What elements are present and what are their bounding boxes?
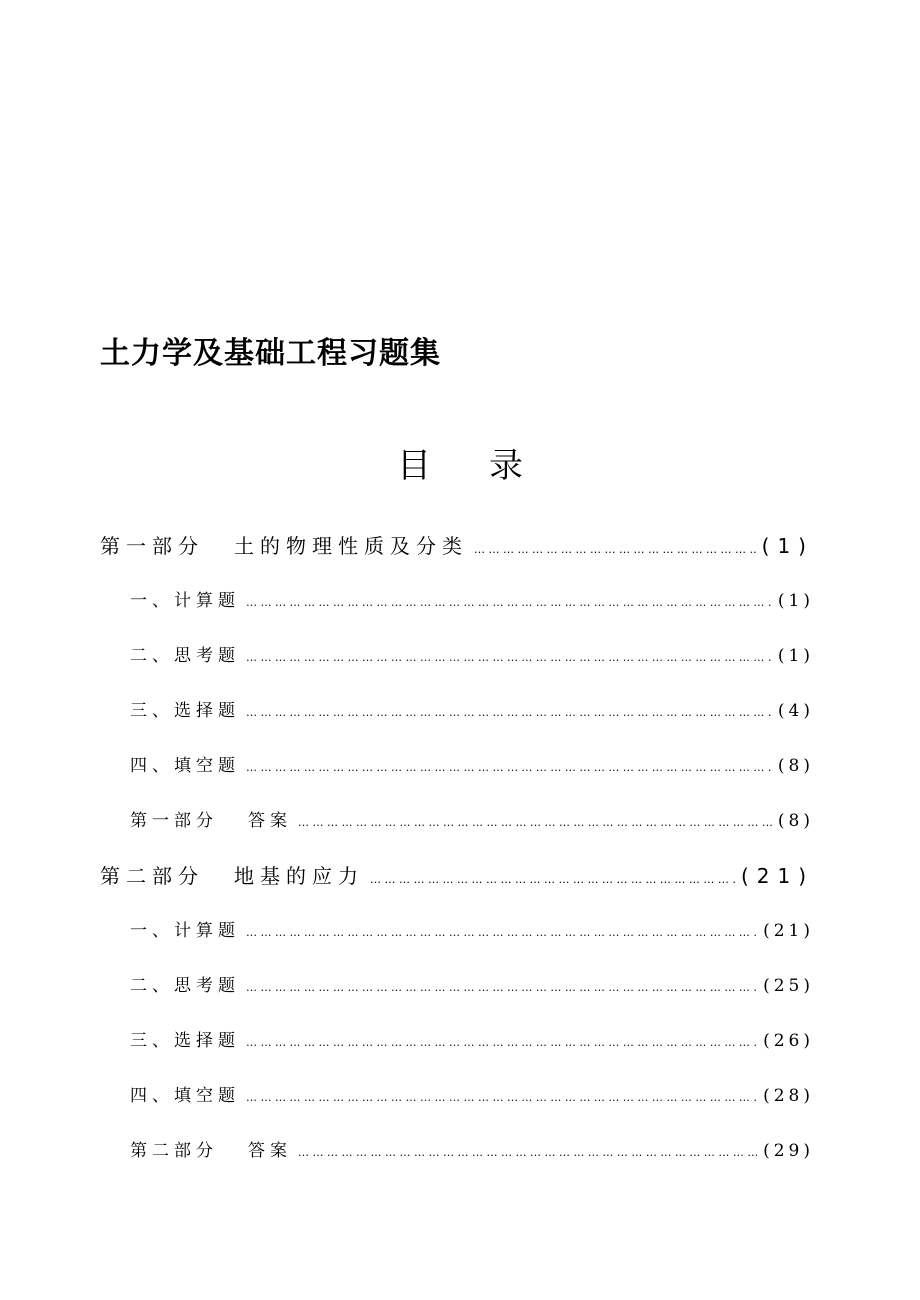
- toc-entry-label: 第一部分 土的物理性质及分类: [100, 534, 468, 558]
- toc-page-number: (26): [763, 1031, 814, 1051]
- toc-page-number: (21): [763, 921, 814, 941]
- toc-leader-dots: [246, 1091, 757, 1104]
- document-title: 土力学及基础工程习题集: [100, 336, 441, 371]
- toc-entry-label: 第一部分 答案: [130, 811, 292, 831]
- toc-leader-dots: [474, 543, 756, 556]
- toc-entry-part-2[interactable]: [100, 860, 814, 889]
- toc-entry-section[interactable]: [130, 696, 814, 721]
- toc-entry-label: 一、计算题: [130, 591, 240, 611]
- toc-entry-label: 二、思考题: [130, 976, 240, 996]
- toc-heading: [0, 438, 920, 487]
- toc-page-number: (1): [777, 646, 814, 666]
- toc-leader-dots: [370, 873, 735, 886]
- toc-leader-dots: [246, 926, 757, 939]
- toc-entry-section[interactable]: [130, 751, 814, 776]
- toc-page-number: (1): [761, 534, 814, 558]
- toc-page-number: (4): [777, 701, 814, 721]
- toc-entry-label: 二、思考题: [130, 646, 240, 666]
- toc-page-number: (8): [777, 756, 814, 776]
- toc-entry-section[interactable]: [130, 641, 814, 666]
- toc-entry-section[interactable]: [130, 586, 814, 611]
- toc-leader-dots: [246, 596, 772, 609]
- toc-page-number: (25): [763, 976, 814, 996]
- toc-leader-dots: [246, 706, 772, 719]
- toc-entry-label: 第二部分 答案: [130, 1141, 292, 1161]
- toc-page-number: (21): [740, 864, 814, 888]
- toc-entry-answers-2[interactable]: [130, 1136, 814, 1161]
- toc-entry-section[interactable]: [130, 1026, 814, 1051]
- toc-entry-label: 一、计算题: [130, 921, 240, 941]
- toc-heading-char-1: 目: [397, 446, 431, 486]
- toc-leader-dots: [246, 1036, 757, 1049]
- toc-page-number: (1): [777, 591, 814, 611]
- toc-entry-section[interactable]: [130, 1081, 814, 1106]
- toc-leader-dots: [298, 816, 772, 829]
- toc-leader-dots: [246, 651, 772, 664]
- toc-entry-label: 四、填空题: [130, 756, 240, 776]
- toc-entry-label: 三、选择题: [130, 701, 240, 721]
- toc-entry-label: 三、选择题: [130, 1031, 240, 1051]
- toc-entry-section[interactable]: [130, 916, 814, 941]
- toc-leader-dots: [298, 1146, 757, 1159]
- toc-heading-char-2: 录: [489, 446, 523, 486]
- toc-leader-dots: [246, 981, 757, 994]
- toc-entry-label: 第二部分 地基的应力: [100, 864, 364, 888]
- toc-entry-section[interactable]: [130, 971, 814, 996]
- toc-page-number: (8): [777, 811, 814, 831]
- toc-entry-label: 四、填空题: [130, 1086, 240, 1106]
- toc-page-number: (29): [763, 1141, 814, 1161]
- toc-entry-part-1[interactable]: [100, 530, 814, 559]
- toc-leader-dots: [246, 761, 772, 774]
- toc-entry-answers-1[interactable]: [130, 806, 814, 831]
- toc-page-number: (28): [763, 1086, 814, 1106]
